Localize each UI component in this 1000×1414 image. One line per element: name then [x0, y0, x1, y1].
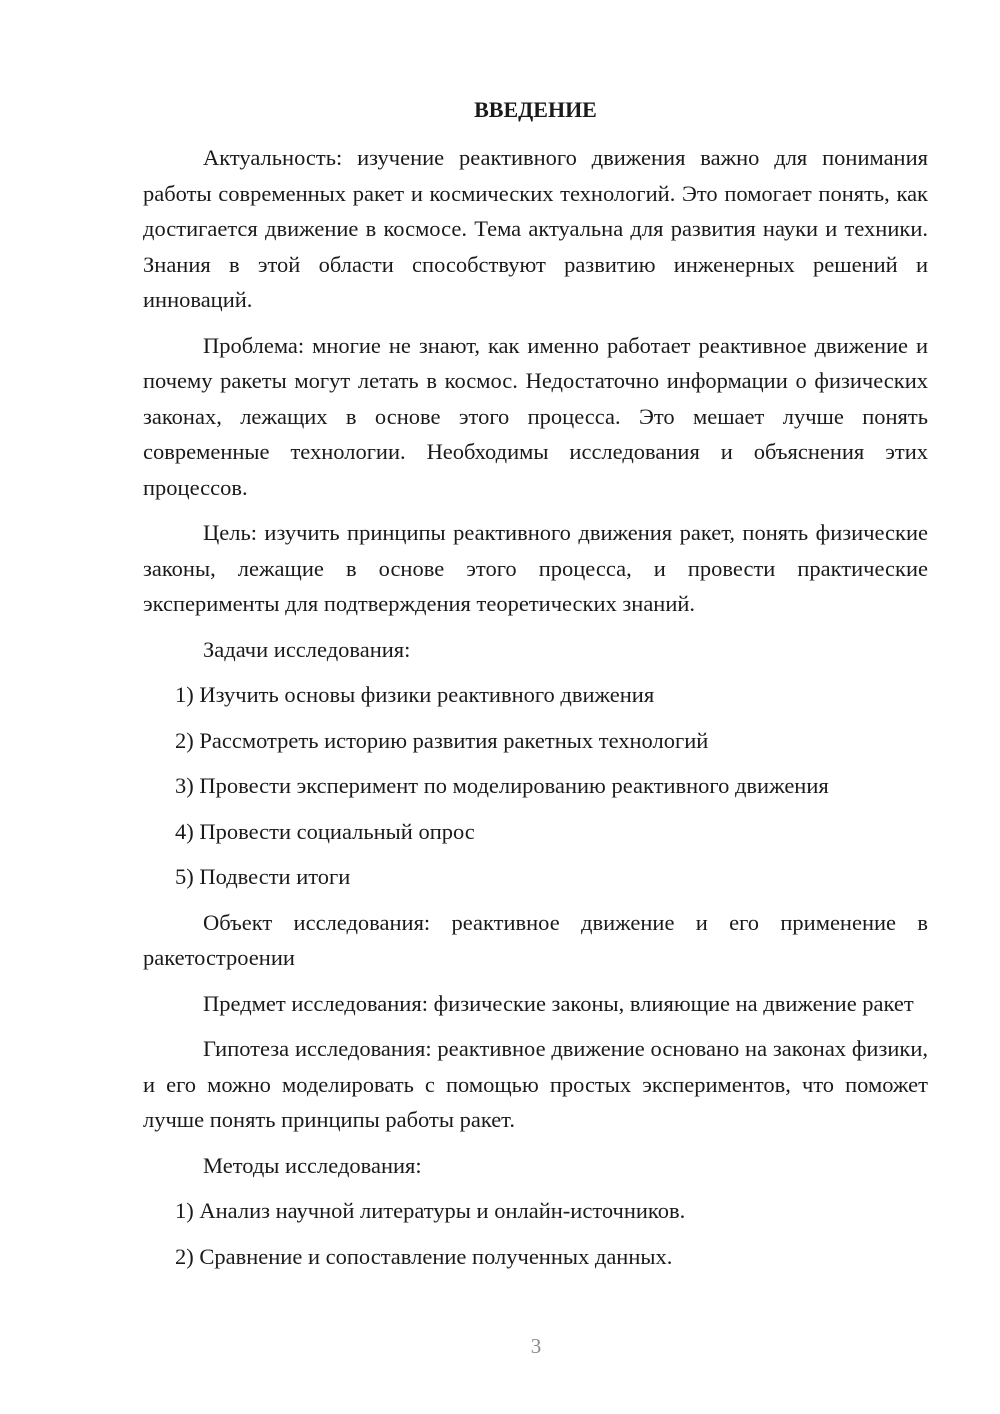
task-item: 5) Подвести итоги: [175, 864, 351, 889]
method-item: 2) Сравнение и сопоставление полученных данных.: [175, 1243, 673, 1269]
methods-heading: Методы исследования:: [203, 1152, 422, 1178]
task-item: 4) Провести социальный опрос: [175, 818, 475, 844]
subject-paragraph: Предмет исследования: физические законы, влияющие на движение ракет: [203, 990, 914, 1016]
section-title: ВВЕДЕНИЕ: [474, 97, 597, 122]
task-item: 3) Провести эксперимент по моделированию реактивного движения: [175, 773, 829, 798]
relevance-paragraph: Актуальность: изучение реактивного движения важно для понимания работы современных ракет и космических технологий. Это помогает понять, как достигается движение в космосе. Тема актуальна для развития науки и техники. Знания в этой области способствуют развитию инженерных решений и инноваций.: [143, 145, 928, 312]
task-item: 2) Рассмотреть историю развития ракетных технологий: [175, 727, 709, 753]
hypothesis-paragraph: Гипотеза исследования: реактивное движение основано на законах физики, и его можно моделировать с помощью простых экспериментов, что поможет лучше понять принципы работы ракет.: [143, 1036, 928, 1132]
tasks-heading: Задачи исследования:: [203, 636, 411, 662]
task-item: 1) Изучить основы физики реактивного движения: [175, 682, 655, 707]
goal-paragraph: Цель: изучить принципы реактивного движения ракет, понять физические законы, лежащие в основе этого процесса, и провести практические эксперименты для подтверждения теоретических знаний.: [143, 520, 928, 616]
method-item: 1) Анализ научной литературы и онлайн-источников.: [175, 1198, 686, 1223]
tasks-list: [143, 677, 928, 895]
problem-paragraph: Проблема: многие не знают, как именно работает реактивное движение и почему ракеты могут летать в космос. Недостаточно информации о физических законах, лежащих в основе этого процесса. Это мешает лучше понять современные технологии. Необходимы исследования и объяснения этих процессов.: [143, 332, 928, 500]
document-page: [143, 92, 928, 1284]
page-number: 3: [530, 1334, 542, 1358]
methods-list: [143, 1193, 928, 1274]
object-paragraph: Объект исследования: реактивное движение и его применение в ракетостроении: [143, 909, 928, 970]
